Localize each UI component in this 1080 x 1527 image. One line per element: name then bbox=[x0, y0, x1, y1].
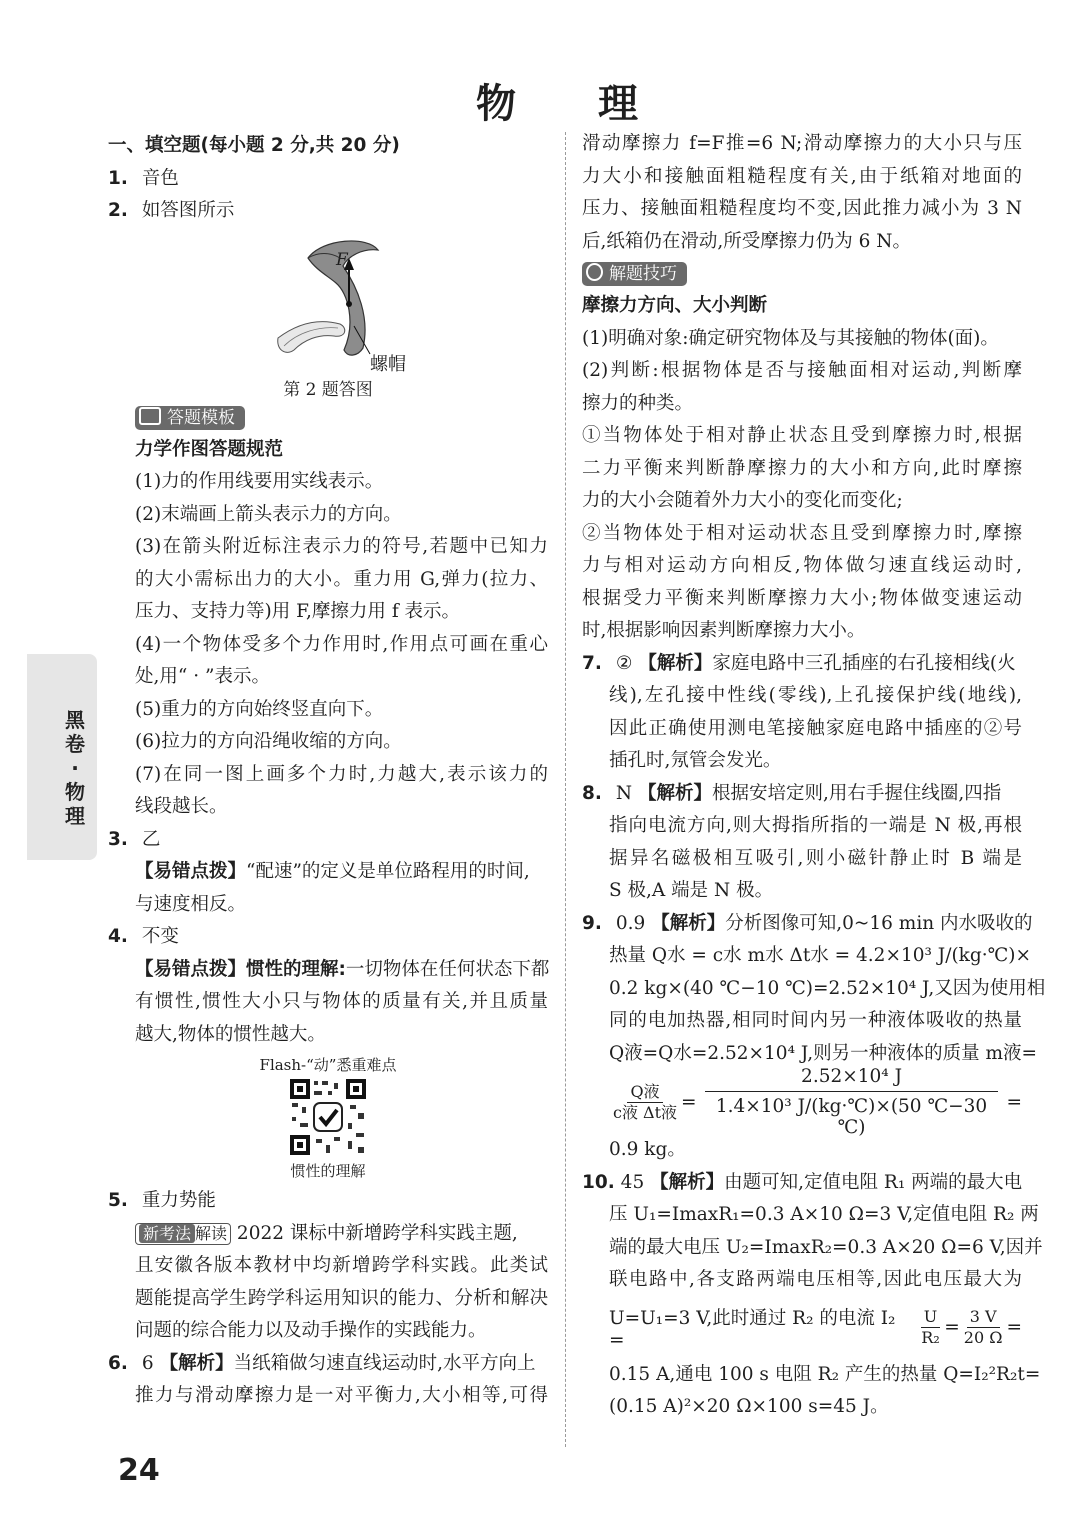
q10-fraction-row: U=U₁=3 V,此时通过 R₂ 的电流 I₂ = $\frac{U}{\text{R₂}}$ = $\frac{3 V}{20 \Omega}$ = bbox=[609, 1307, 1022, 1351]
side-tab-label: 黑 卷 · 物 理 bbox=[65, 708, 85, 828]
section-heading: 一、填空题(每小题 2 分,共 20 分) bbox=[108, 135, 400, 156]
toucan-figure bbox=[108, 228, 548, 378]
template-line: (3)在箭头附近标注表示力的符号,若题中已知力 bbox=[135, 536, 548, 557]
answer: 0.9 bbox=[615, 912, 646, 934]
template-heading: 力学作图答题规范 bbox=[135, 438, 284, 460]
question-10: 10. 45 【解析】由题可知,定值电阻 R₁ 两端的最大电 bbox=[582, 1171, 1023, 1193]
question-3: 3. 乙 bbox=[108, 828, 161, 850]
template-line: (4)一个物体受多个力作用时,作用点可画在重心 bbox=[135, 633, 548, 655]
question-5: 5. 重力势能 bbox=[108, 1190, 216, 1211]
q5-line: 题能提高学生跨学科运用知识的能力、分析和解决 bbox=[135, 1287, 548, 1309]
q10-line: 压 U₁=ImaxR₁=0.3 A×10 Ω=3 V,定值电阻 R₂ 两 bbox=[609, 1204, 1039, 1225]
answer: 6 bbox=[141, 1352, 154, 1374]
fraction: $\frac{\text{Q液}}{\text{c液 Δt液}}$ bbox=[613, 1081, 678, 1122]
template-tag: 答题模板 bbox=[135, 406, 245, 430]
tip-line: 越大,物体的惯性越大。 bbox=[135, 1023, 326, 1045]
skill-line: (2)判断:根据物体是否与接触面相对运动,判断摩 bbox=[582, 360, 1022, 381]
skill-tag: 解题技巧 bbox=[582, 262, 687, 286]
q6-cont-line: 压力、接触面粗糙程度均不变,因此推力减小为 3 N bbox=[582, 198, 1022, 219]
skill-line: 时,根据影响因素判断摩擦力大小。 bbox=[582, 620, 866, 641]
q5-line: 且安徽各版本教材中均新增跨学科实践。此类试 bbox=[135, 1255, 548, 1276]
column-divider bbox=[565, 132, 566, 1447]
q10-line: 0.15 A,通电 100 s 电阻 R₂ 产生的热量 Q=I₂²R₂t= bbox=[609, 1363, 1041, 1385]
q8-line: 指向电流方向,则大拇指所指的一端是 N 极,再根 bbox=[609, 815, 1022, 836]
fraction: $\frac{\text{2.52×10⁴ J}}{\text{1.4×10³ J/(kg·℃)×(50 ℃−30 ℃)}}$ bbox=[705, 1066, 999, 1138]
q10-line: (0.15 A)²×20 Ω×100 s=45 J。 bbox=[609, 1396, 889, 1417]
magnifier-icon bbox=[586, 263, 603, 281]
answer: 重力势能 bbox=[141, 1190, 216, 1211]
q8-line: 据异名磁极相互吸引,则小磁针静止时 B 端是 bbox=[609, 847, 1022, 869]
q7-line: 因此正确使用测电笔接触家庭电路中插座的②号 bbox=[609, 717, 1022, 739]
answer: 45 bbox=[620, 1171, 645, 1193]
skill-line: ②当物体处于相对运动状态且受到摩擦力时,摩擦 bbox=[582, 522, 1022, 544]
template-line: (5)重力的方向始终竖直向下。 bbox=[135, 698, 384, 720]
nut-label: 螺帽 bbox=[370, 353, 406, 375]
q8-line: S 极,A 端是 N 极。 bbox=[609, 880, 774, 901]
q9-line: 0.2 kg×(40 ℃−10 ℃)=2.52×10⁴ J,又因为使用相 bbox=[609, 977, 1046, 999]
skill-line: 力与相对运动方向相反,物体做匀速直线运动时, bbox=[582, 555, 1022, 576]
skill-heading: 摩擦力方向、大小判断 bbox=[582, 295, 768, 316]
tip-line: 【易错点拨】惯性的理解:一切物体在任何状态下都 bbox=[135, 958, 550, 980]
qr-block bbox=[108, 1055, 548, 1181]
question-1: 1. 音色 bbox=[108, 167, 179, 189]
question-2: 2. 如答图所示 bbox=[108, 200, 235, 221]
answer: ② bbox=[615, 652, 633, 674]
answer: N bbox=[615, 782, 633, 804]
tip-line: 与速度相反。 bbox=[135, 893, 247, 915]
template-line: (7)在同一图上画多个力时,力越大,表示该力的 bbox=[135, 763, 548, 785]
new-method-tag: 新考法 解读 bbox=[135, 1223, 231, 1245]
template-line: 压力、支持力等)用 F,摩擦力用 f 表示。 bbox=[135, 601, 461, 622]
tip-line: 有惯性,惯性大小只与物体的质量有关,并且质量 bbox=[135, 991, 548, 1012]
template-line: (1)力的作用线要用实线表示。 bbox=[135, 471, 384, 492]
answer: 如答图所示 bbox=[141, 200, 235, 221]
tip-line: 【易错点拨】“配速”的定义是单位路程用的时间, bbox=[135, 861, 530, 882]
page-title: 物 理 bbox=[476, 81, 672, 127]
qr-code-icon[interactable] bbox=[288, 1077, 368, 1157]
skill-line: (1)明确对象:确定研究物体及与其接触的物体(面)。 bbox=[582, 327, 999, 349]
answer: 音色 bbox=[141, 167, 179, 189]
q7-line: 插孔时,氖管会发光。 bbox=[609, 750, 782, 771]
book-icon bbox=[139, 407, 161, 425]
q5-line: 新考法 解读 2022 课标中新增跨学科实践主题, bbox=[108, 1218, 548, 1251]
q9-line: Q液=Q水=2.52×10⁴ J,则另一种液体的质量 m液= bbox=[609, 1042, 1038, 1064]
q9-line: 同的电加热器,相同时间内另一种液体吸收的热量 bbox=[609, 1010, 1022, 1031]
force-label: F bbox=[336, 249, 348, 270]
template-line: (6)拉力的方向沿绳收缩的方向。 bbox=[135, 731, 402, 752]
left-column bbox=[108, 130, 548, 1413]
answer: 不变 bbox=[141, 926, 179, 947]
q6-cont-line: 力大小和接触面粗糙程度有关,由于纸箱对地面的 bbox=[582, 165, 1022, 187]
figure-caption: 第 2 题答图 bbox=[283, 379, 373, 400]
qr-title: Flash-“动”悉重难点 bbox=[259, 1056, 397, 1074]
skill-line: 擦力的种类。 bbox=[582, 392, 694, 414]
skill-line: 二力平衡来判断静摩擦力的大小和方向,此时摩擦 bbox=[582, 457, 1022, 479]
template-line: (2)末端画上箭头表示力的方向。 bbox=[135, 503, 402, 525]
fraction: $\frac{U}{\text{R₂}}$ bbox=[921, 1307, 940, 1347]
q9-line: 热量 Q水 = c水 m水 Δt水 = 4.2×10³ J/(kg·℃)× bbox=[609, 945, 1032, 966]
q6-cont-line: 后,纸箱仍在滑动,所受摩擦力仍为 6 N。 bbox=[582, 230, 911, 252]
q6-line: 推力与滑动摩擦力是一对平衡力,大小相等,可得 bbox=[135, 1385, 548, 1406]
answer-figure bbox=[108, 228, 548, 378]
skill-line: 力的大小会随着外力大小的变化而变化; bbox=[582, 490, 903, 511]
question-9: 9. 0.9 【解析】分析图像可知,0~16 min 内水吸收的 bbox=[582, 912, 1033, 934]
template-line: 的大小需标出力的大小。重力用 G,弹力(拉力、 bbox=[135, 568, 548, 590]
q9-fraction-row: $\frac{\text{Q液}}{\text{c液 Δt液}}$ = $\frac{\text{2.52×10⁴ J}}{\text{1.4×10³ J/(kg·℃)×(50 ℃−30 ℃)}}$ = bbox=[613, 1066, 1022, 1138]
question-6: 6. 6 【解析】当纸箱做匀速直线运动时,水平方向上 bbox=[108, 1352, 536, 1374]
question-8: 8. N 【解析】根据安培定则,用右手握住线圈,四指 bbox=[582, 782, 1002, 804]
qr-caption: 惯性的理解 bbox=[290, 1162, 366, 1180]
right-column bbox=[582, 128, 1046, 1424]
q10-line: 联电路中,各支路两端电压相等,因此电压最大为 bbox=[609, 1269, 1022, 1290]
q9-line: 0.9 kg。 bbox=[609, 1139, 686, 1160]
answer: 乙 bbox=[141, 828, 161, 850]
question-4: 4. 不变 bbox=[108, 926, 179, 947]
q5-line: 问题的综合能力以及动手操作的实践能力。 bbox=[135, 1320, 487, 1341]
template-line: 处,用“ · ”表示。 bbox=[135, 666, 270, 687]
question-7: 7. ② 【解析】家庭电路中三孔插座的右孔接相线(火 bbox=[582, 652, 1016, 674]
page-number: 24 bbox=[118, 1453, 160, 1488]
skill-line: ①当物体处于相对静止状态且受到摩擦力时,根据 bbox=[582, 425, 1022, 446]
fraction: $\frac{3 V}{20 \Omega}$ bbox=[963, 1307, 1003, 1347]
skill-line: 根据受力平衡来判断摩擦力大小;物体做变速运动 bbox=[582, 587, 1022, 609]
q10-line: 端的最大电压 U₂=ImaxR₂=0.3 A×20 Ω=6 V,因并 bbox=[609, 1236, 1043, 1258]
q7-line: 线),左孔接中性线(零线),上孔接保护线(地线), bbox=[609, 685, 1022, 706]
template-line: 线段越长。 bbox=[135, 796, 228, 817]
q6-cont-line: 滑动摩擦力 f=F推=6 N;滑动摩擦力的大小只与压 bbox=[582, 133, 1022, 154]
